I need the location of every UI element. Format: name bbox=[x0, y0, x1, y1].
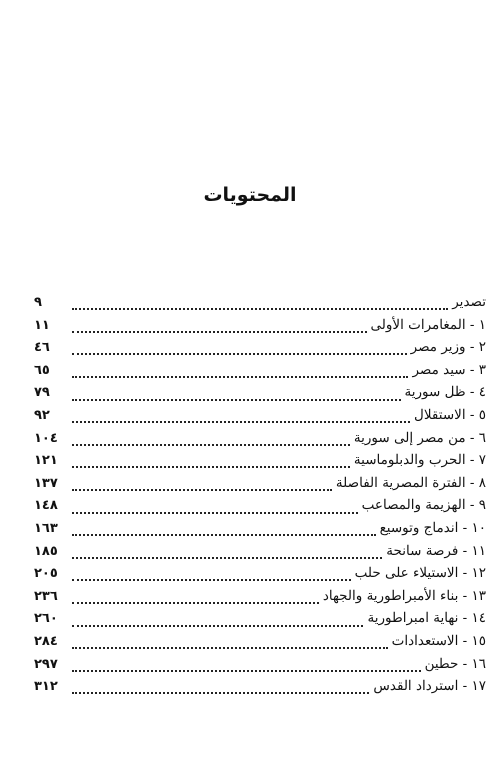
dot-leader bbox=[72, 557, 382, 559]
toc-entry-title: ١٣ - بناء الأمبراطورية والجهاد bbox=[322, 587, 486, 604]
toc-entry bbox=[34, 317, 486, 340]
toc-page-number: ٢٨٤ bbox=[34, 633, 58, 649]
toc-page-number: ١٨٥ bbox=[34, 543, 58, 559]
dot-leader bbox=[72, 647, 388, 649]
toc-entry bbox=[34, 656, 486, 679]
dot-leader bbox=[72, 399, 401, 401]
table-of-contents bbox=[34, 294, 486, 701]
dot-leader bbox=[72, 489, 332, 491]
toc-entry-title: ١١ - فرصة سانحة bbox=[386, 542, 486, 559]
toc-page-number: ١٤٨ bbox=[34, 498, 58, 514]
toc-entry-title: تصدير bbox=[452, 294, 486, 310]
toc-entry-title: ٤ - ظل سورية bbox=[404, 384, 486, 401]
toc-page-number: ٤٦ bbox=[34, 340, 50, 356]
toc-page-number: ٢٠٥ bbox=[34, 566, 58, 582]
toc-entry bbox=[34, 407, 486, 430]
toc-entry-title: ١٥ - الاستعدادات bbox=[391, 632, 486, 649]
toc-entry-title: ٨ - الفترة المصرية الفاصلة bbox=[335, 474, 486, 491]
toc-entry bbox=[34, 588, 486, 611]
toc-page-number: ١٦٣ bbox=[34, 520, 58, 536]
page-title: المحتويات bbox=[203, 184, 297, 206]
toc-page-number: ٢٩٧ bbox=[34, 656, 58, 672]
toc-entry bbox=[34, 475, 486, 498]
dot-leader bbox=[72, 602, 319, 604]
toc-entry bbox=[34, 294, 486, 317]
toc-page-number: ٢٣٦ bbox=[34, 588, 58, 604]
dot-leader bbox=[72, 353, 407, 355]
dot-leader bbox=[72, 421, 410, 423]
toc-page-number: ٦٥ bbox=[34, 362, 50, 378]
toc-page-number: ٢٦٠ bbox=[34, 611, 58, 627]
dot-leader bbox=[72, 579, 351, 581]
toc-page-number: ٣١٢ bbox=[34, 679, 58, 695]
toc-entry-title: ٥ - الاستقلال bbox=[414, 406, 486, 423]
toc-page-number: ٧٩ bbox=[34, 385, 50, 401]
dot-leader bbox=[72, 444, 350, 446]
toc-entry bbox=[34, 430, 486, 453]
toc-entry-title: ١٠ - اندماج وتوسيع bbox=[379, 519, 486, 536]
dot-leader bbox=[72, 308, 448, 310]
toc-entry-title: ٢ - وزير مصر bbox=[410, 339, 486, 356]
toc-entry bbox=[34, 678, 486, 701]
toc-entry-title: ٩ - الهزيمة والمصاعب bbox=[361, 497, 486, 514]
toc-entry bbox=[34, 452, 486, 475]
toc-entry-title: ١٤ - نهاية امبراطورية bbox=[367, 610, 486, 627]
dot-leader bbox=[72, 512, 358, 514]
toc-entry bbox=[34, 633, 486, 656]
toc-entry-title: ١٦ - حطين bbox=[424, 655, 486, 672]
toc-page-number: ٩ bbox=[34, 295, 42, 310]
dot-leader bbox=[72, 376, 408, 378]
toc-entry-title: ٣ - سيد مصر bbox=[412, 361, 486, 378]
dot-leader bbox=[72, 466, 350, 468]
toc-page-number: ١٠٤ bbox=[34, 430, 58, 446]
toc-entry bbox=[34, 543, 486, 566]
toc-entry bbox=[34, 565, 486, 588]
toc-entry-title: ١ - المغامرات الأولى bbox=[370, 316, 486, 333]
toc-entry bbox=[34, 384, 486, 407]
toc-entry bbox=[34, 520, 486, 543]
dot-leader bbox=[72, 692, 369, 694]
dot-leader bbox=[72, 331, 367, 333]
toc-entry-title: ١٢ - الاستيلاء على حلب bbox=[354, 565, 486, 582]
toc-entry-title: ٦ - من مصر إلى سورية bbox=[353, 429, 486, 446]
toc-entry-title: ٧ - الحرب والدبلوماسية bbox=[353, 452, 486, 469]
toc-page-number: ٩٢ bbox=[34, 407, 50, 423]
toc-entry bbox=[34, 497, 486, 520]
dot-leader bbox=[72, 534, 376, 536]
toc-entry bbox=[34, 339, 486, 362]
dot-leader bbox=[72, 625, 363, 627]
toc-page-number: ١١ bbox=[34, 317, 50, 333]
toc-page-number: ١٣٧ bbox=[34, 475, 58, 491]
toc-entry bbox=[34, 362, 486, 385]
dot-leader bbox=[72, 670, 421, 672]
toc-entry bbox=[34, 610, 486, 633]
toc-entry-title: ١٧ - استرداد القدس bbox=[373, 678, 486, 695]
toc-page-number: ١٢١ bbox=[34, 453, 58, 469]
